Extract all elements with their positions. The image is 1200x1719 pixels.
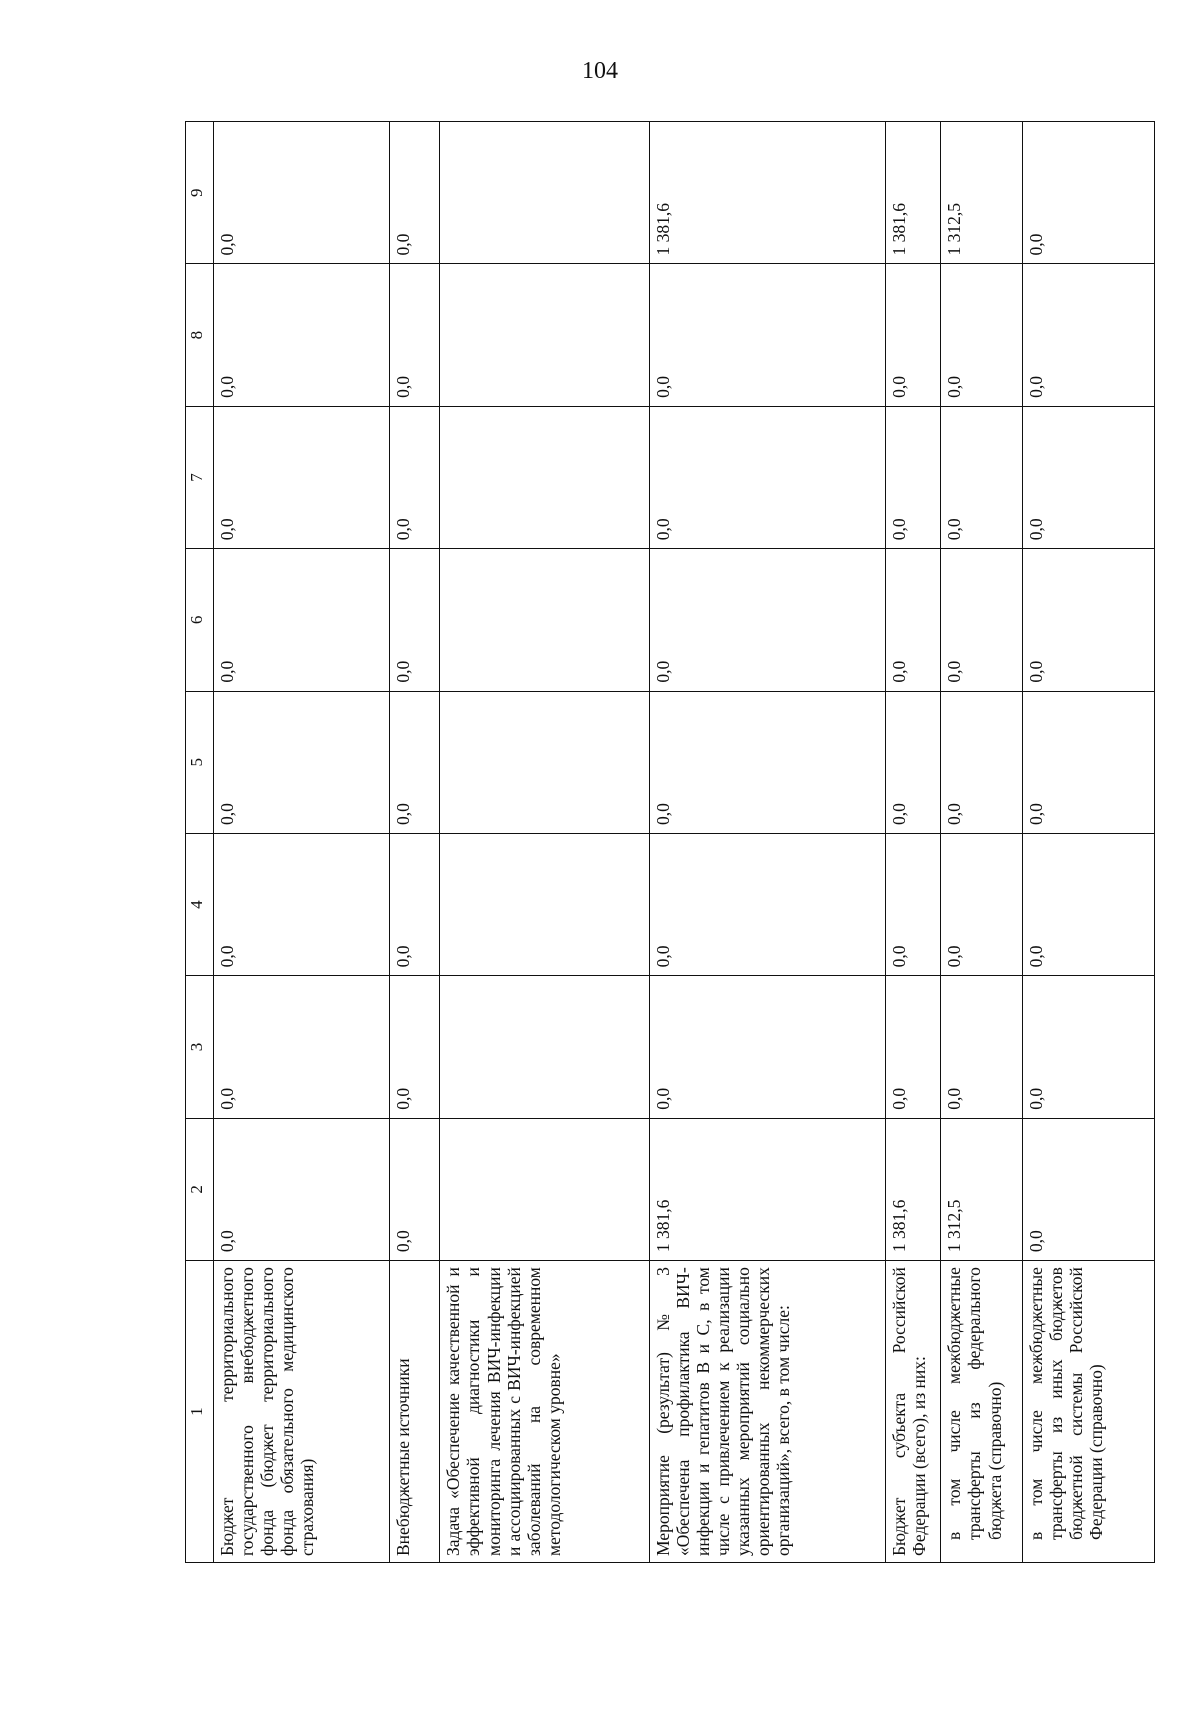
table-cell (440, 406, 649, 548)
table-cell: 0,0 (941, 976, 1022, 1118)
row-label: Задача «Обеспечение качественной и эффективной диагностики и мониторинга лечения ВИЧ-инфекции и ассоциированных с ВИЧ-инфекцией заболеваний на современном методологическом уровне» (440, 1261, 649, 1563)
column-header: 5 (186, 691, 214, 833)
table-cell: 0,0 (389, 549, 440, 691)
table-cell: 0,0 (649, 833, 886, 975)
table-cell (440, 122, 649, 264)
column-header: 2 (186, 1118, 214, 1260)
table-cell (440, 976, 649, 1118)
table-cell: 0,0 (649, 691, 886, 833)
table-cell: 1 381,6 (649, 122, 886, 264)
table-cell (440, 549, 649, 691)
table-cell: 0,0 (1022, 406, 1154, 548)
row-label: в том числе межбюджетные трансферты из федерального бюджета (справочно) (941, 1261, 1022, 1563)
table-cell: 0,0 (1022, 1118, 1154, 1260)
budget-table-rotated (185, 121, 1155, 1563)
table-cell: 0,0 (941, 833, 1022, 975)
table-cell: 1 312,5 (941, 1118, 1022, 1260)
table-cell: 0,0 (1022, 976, 1154, 1118)
table-row (389, 122, 440, 1563)
table-row (440, 122, 649, 1563)
table-cell: 0,0 (941, 691, 1022, 833)
table-cell: 0,0 (1022, 122, 1154, 264)
table-cell: 0,0 (1022, 691, 1154, 833)
table-cell: 1 381,6 (886, 122, 941, 264)
table-cell: 0,0 (389, 691, 440, 833)
table-cell: 0,0 (213, 122, 389, 264)
table-cell: 0,0 (389, 122, 440, 264)
table-cell: 0,0 (941, 406, 1022, 548)
table-cell: 0,0 (886, 833, 941, 975)
row-label: Бюджет субъекта Российской Федерации (всего), из них: (886, 1261, 941, 1563)
table-cell: 0,0 (886, 976, 941, 1118)
table-cell (440, 1118, 649, 1260)
row-label: Мероприятие (результат) № 3 «Обеспечена профилактика ВИЧ-инфекции и гепатитов В и С, в том числе с привлечением к реализации указанных мероприятий социально ориентированных некоммерческих организаций», всего, в том числе: (649, 1261, 886, 1563)
table-cell: 0,0 (389, 1118, 440, 1260)
table-cell: 1 312,5 (941, 122, 1022, 264)
table-cell: 0,0 (941, 549, 1022, 691)
table-row (941, 122, 1022, 1563)
table-cell: 0,0 (649, 549, 886, 691)
table-cell: 0,0 (213, 833, 389, 975)
table-cell (440, 833, 649, 975)
table-cell: 0,0 (886, 264, 941, 406)
table-cell: 0,0 (213, 1118, 389, 1260)
table-cell: 0,0 (213, 549, 389, 691)
table-cell: 0,0 (213, 264, 389, 406)
column-header: 1 (186, 1261, 214, 1563)
table-cell: 0,0 (886, 691, 941, 833)
table-cell: 0,0 (649, 264, 886, 406)
column-header: 3 (186, 976, 214, 1118)
table-cell: 0,0 (213, 976, 389, 1118)
row-label: Бюджет территориального государственного внебюджетного фонда (бюджет территориального фонда обязательного медицинского страхования) (213, 1261, 389, 1563)
table-cell: 0,0 (389, 406, 440, 548)
table-cell: 0,0 (1022, 833, 1154, 975)
table-row (649, 122, 886, 1563)
table-cell (440, 264, 649, 406)
column-header: 8 (186, 264, 214, 406)
budget-table (185, 121, 1155, 1563)
table-cell: 0,0 (213, 406, 389, 548)
table-cell: 1 381,6 (886, 1118, 941, 1260)
column-header: 7 (186, 406, 214, 548)
table-cell: 0,0 (389, 264, 440, 406)
table-header-row (186, 122, 214, 1563)
table-cell (440, 691, 649, 833)
table-cell: 1 381,6 (649, 1118, 886, 1260)
table-row (1022, 122, 1154, 1563)
table-cell: 0,0 (886, 549, 941, 691)
column-header: 6 (186, 549, 214, 691)
table-cell: 0,0 (389, 976, 440, 1118)
table-cell: 0,0 (1022, 264, 1154, 406)
row-label: в том числе межбюджетные трансферты из иных бюджетов бюджетной системы Российской Федерации (справочно) (1022, 1261, 1154, 1563)
table-cell: 0,0 (649, 976, 886, 1118)
page-number: 104 (582, 58, 618, 84)
table-cell: 0,0 (649, 406, 886, 548)
table-cell: 0,0 (213, 691, 389, 833)
column-header: 9 (186, 122, 214, 264)
row-label: Внебюджетные источники (389, 1261, 440, 1563)
table-cell: 0,0 (1022, 549, 1154, 691)
table-cell: 0,0 (389, 833, 440, 975)
table-row (886, 122, 941, 1563)
table-row (213, 122, 389, 1563)
table-cell: 0,0 (941, 264, 1022, 406)
column-header: 4 (186, 833, 214, 975)
table-cell: 0,0 (886, 406, 941, 548)
